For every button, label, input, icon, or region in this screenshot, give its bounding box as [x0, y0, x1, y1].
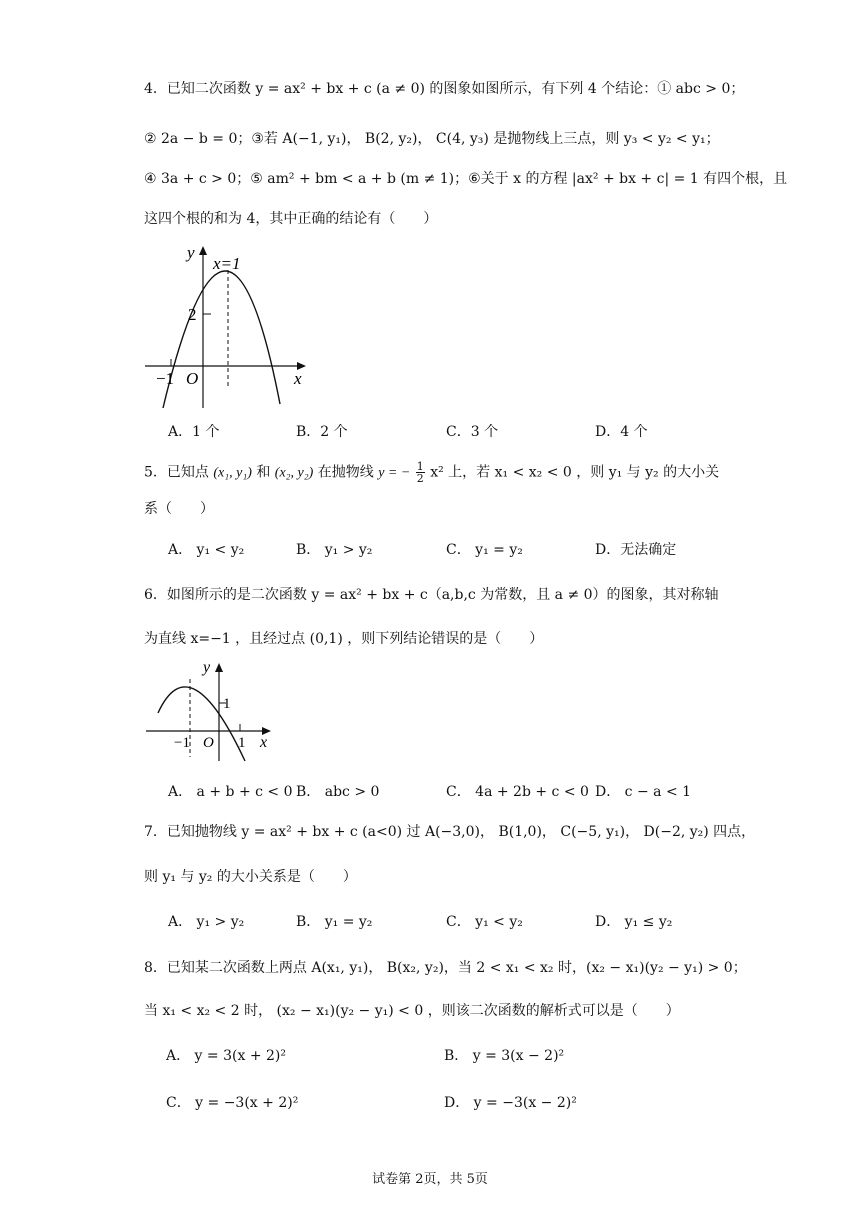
q5-text-c: 和	[256, 464, 271, 481]
q5-line-1	[144, 461, 719, 485]
q5-text-g: x² 上，若 x₁ < x₂ < 0 ，则 y₁ 与 y₂ 的大小关	[430, 464, 720, 481]
q5-fraction	[416, 461, 425, 484]
q6-x-axis-label: x	[260, 734, 268, 751]
q6-x-tick-pos-label: 1	[238, 735, 246, 751]
q6-parabola-figure	[140, 657, 285, 762]
q7-line-2: 则 y₁ 与 y₂ 的大小关系是（ ）	[144, 869, 357, 885]
q5-option-a[interactable]: A． y₁ < y₂	[168, 542, 245, 558]
q4-line-4: 这四个根的和为 4，其中正确的结论有（ ）	[144, 211, 438, 227]
q4-option-a[interactable]: A．1 个	[168, 424, 220, 440]
q6-option-c[interactable]: C． 4a + 2b + c < 0	[446, 784, 589, 800]
q6-parabola	[158, 687, 245, 761]
q5-frac-numerator: 1	[416, 460, 424, 473]
q5-func-head: y = −	[378, 465, 411, 481]
q5-option-b[interactable]: B． y₁ > y₂	[296, 542, 373, 558]
q5-line-2: 系（ ）	[144, 501, 214, 517]
q8-option-d[interactable]: D． y = −3(x − 2)²	[444, 1095, 577, 1111]
q6-y-arrow	[215, 663, 223, 672]
q8-option-c[interactable]: C． y = −3(x + 2)²	[166, 1095, 299, 1111]
q7-option-b[interactable]: B． y₁ = y₂	[296, 914, 373, 930]
q7-option-a[interactable]: A． y₁ > y₂	[168, 914, 245, 930]
q4-option-d[interactable]: D．4 个	[595, 424, 648, 440]
q4-line-2: ② 2a − b = 0；③若 A(−1, y₁)， B(2, y₂)， C(4, y₃) 是抛物线上三点，则 y₃ < y₂ < y₁；	[144, 131, 720, 147]
q8-option-a[interactable]: A． y = 3(x + 2)²	[166, 1048, 286, 1064]
q6-option-b[interactable]: B． abc > 0	[296, 784, 380, 800]
q4-y-tick-label: 2	[188, 305, 197, 324]
q4-y-axis-label: y	[187, 243, 195, 262]
q5-frac-denominator: 2	[416, 472, 424, 485]
q5-text-a: 5．已知点	[144, 464, 209, 481]
q4-line-1: 4．已知二次函数 y = ax² + bx + c (a ≠ 0) 的图象如图所示，有下列 4 个结论：① abc > 0；	[144, 81, 745, 97]
q4-x-axis-label: x	[294, 369, 302, 388]
q4-parabola	[163, 271, 280, 408]
q5-point-1: (x₁, y₁)	[213, 465, 252, 481]
q6-option-a[interactable]: A． a + b + c < 0	[168, 784, 293, 800]
q5-point-2: (x₂, y₂)	[274, 465, 314, 481]
q4-origin-label: O	[186, 369, 199, 388]
q6-option-d[interactable]: D． c − a < 1	[595, 784, 692, 800]
q8-option-b[interactable]: B． y = 3(x − 2)²	[444, 1048, 565, 1064]
q4-parabola-figure	[140, 240, 315, 410]
q4-option-c[interactable]: C．3 个	[446, 424, 499, 440]
q4-x-tick-label: −1	[156, 369, 175, 388]
q6-y-axis-label: y	[203, 659, 211, 676]
q6-y-tick-label: 1	[223, 696, 231, 712]
q5-text-e: 在抛物线	[317, 464, 374, 481]
q7-option-c[interactable]: C． y₁ < y₂	[446, 914, 523, 930]
q4-option-b[interactable]: B．2 个	[296, 424, 348, 440]
q5-option-c[interactable]: C． y₁ = y₂	[446, 542, 523, 558]
q7-line-1: 7．已知抛物线 y = ax² + bx + c (a<0) 过 A(−3,0)， B(1,0)， C(−5, y₁)， D(−2, y₂) 四点，	[144, 824, 756, 840]
page-footer: 试卷第 2页，共 5页	[372, 1172, 488, 1187]
q8-line-1: 8．已知某二次函数上两点 A(x₁, y₁)， B(x₂, y₂)，当 2 < x₁ < x₂ 时，(x₂ − x₁)(y₂ − y₁) > 0；	[144, 960, 747, 976]
q7-option-d[interactable]: D． y₁ ≤ y₂	[595, 914, 673, 930]
q4-sym-label: x=1	[213, 254, 241, 273]
q4-line-3: ④ 3a + c > 0；⑤ am² + bm < a + b (m ≠ 1)；⑥关于 x 的方程 |ax² + bx + c| = 1 有四个根，且	[144, 171, 788, 187]
q6-x-tick-neg-label: −1	[174, 735, 190, 751]
q6-line-1: 6．如图所示的是二次函数 y = ax² + bx + c（a,b,c 为常数，且 a ≠ 0）的图象，其对称轴	[144, 587, 719, 603]
q5-option-d[interactable]: D．无法确定	[595, 542, 677, 558]
q6-origin-label: O	[203, 735, 214, 751]
q8-line-2: 当 x₁ < x₂ < 2 时， (x₂ − x₁)(y₂ − y₁) < 0 ，则该二次函数的解析式可以是（ ）	[144, 1003, 680, 1019]
q6-line-2: 为直线 x=−1 ，且经过点 (0,1) ，则下列结论错误的是（ ）	[144, 631, 544, 647]
q4-y-arrow	[199, 246, 207, 255]
